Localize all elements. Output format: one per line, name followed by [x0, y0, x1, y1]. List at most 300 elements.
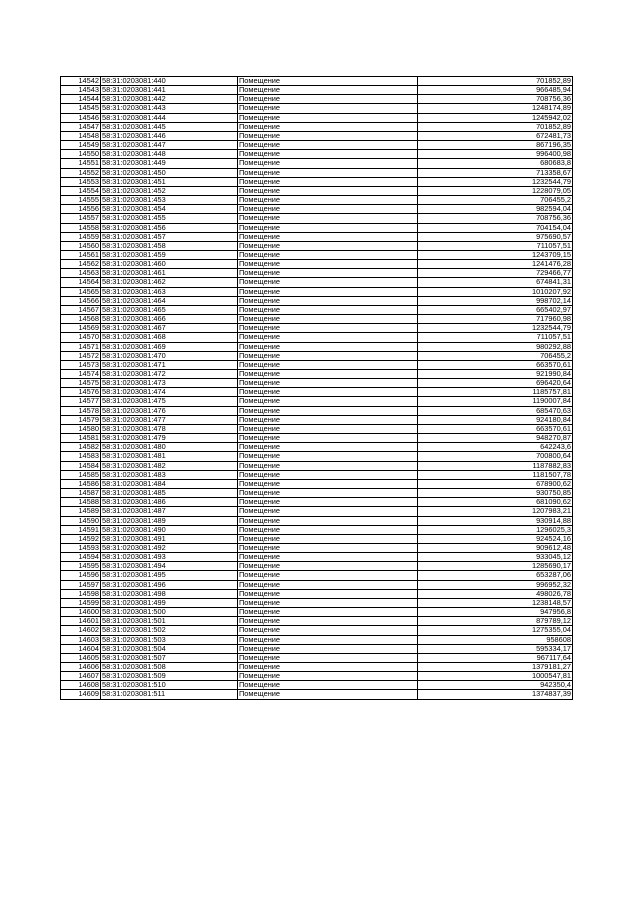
cadastral-value-cell: 980292,88	[418, 342, 573, 351]
cadastral-value-cell: 1000547,81	[418, 672, 573, 681]
cadastral-number-cell: 58:31:0203081:464	[101, 296, 238, 305]
table-row	[61, 534, 573, 543]
cadastral-number-cell: 58:31:0203081:462	[101, 278, 238, 287]
cadastral-value-cell: 595334,17	[418, 644, 573, 653]
cadastral-number-cell: 58:31:0203081:491	[101, 534, 238, 543]
cadastral-value-cell: 1374837,39	[418, 690, 573, 699]
cadastral-number-cell: 58:31:0203081:466	[101, 315, 238, 324]
row-number-cell: 14597	[61, 580, 101, 589]
table-row	[61, 177, 573, 186]
row-number-cell: 14603	[61, 635, 101, 644]
table-row	[61, 333, 573, 342]
cadastral-number-cell: 58:31:0203081:454	[101, 205, 238, 214]
table-row	[61, 86, 573, 95]
row-number-cell: 14588	[61, 498, 101, 507]
table-row	[61, 296, 573, 305]
table-row	[61, 406, 573, 415]
cadastral-value-cell: 1232544,79	[418, 324, 573, 333]
cadastral-number-cell: 58:31:0203081:484	[101, 479, 238, 488]
table-row	[61, 196, 573, 205]
cadastral-number-cell: 58:31:0203081:487	[101, 507, 238, 516]
cadastral-number-cell: 58:31:0203081:444	[101, 113, 238, 122]
cadastral-value-cell: 642243,6	[418, 443, 573, 452]
table-row	[61, 397, 573, 406]
object-type-cell: Помещение	[238, 250, 418, 259]
row-number-cell: 14584	[61, 461, 101, 470]
row-number-cell: 14608	[61, 681, 101, 690]
row-number-cell: 14593	[61, 543, 101, 552]
table-row	[61, 241, 573, 250]
cadastral-number-cell: 58:31:0203081:473	[101, 379, 238, 388]
cadastral-value-cell: 879789,12	[418, 617, 573, 626]
object-type-cell: Помещение	[238, 562, 418, 571]
object-type-cell: Помещение	[238, 608, 418, 617]
row-number-cell: 14559	[61, 232, 101, 241]
row-number-cell: 14554	[61, 186, 101, 195]
cadastral-number-cell: 58:31:0203081:493	[101, 553, 238, 562]
object-type-cell: Помещение	[238, 351, 418, 360]
cadastral-number-cell: 58:31:0203081:458	[101, 241, 238, 250]
cadastral-number-cell: 58:31:0203081:463	[101, 287, 238, 296]
cadastral-value-cell: 982594,04	[418, 205, 573, 214]
table-row	[61, 452, 573, 461]
row-number-cell: 14596	[61, 571, 101, 580]
cadastral-value-cell: 1207983,21	[418, 507, 573, 516]
table-row	[61, 324, 573, 333]
row-number-cell: 14607	[61, 672, 101, 681]
table-row	[61, 516, 573, 525]
table-row	[61, 681, 573, 690]
cadastral-value-cell: 1232544,79	[418, 177, 573, 186]
object-type-cell: Помещение	[238, 223, 418, 232]
cadastral-value-cell: 1243709,15	[418, 250, 573, 259]
cadastral-value-cell: 867196,35	[418, 141, 573, 150]
table-row	[61, 223, 573, 232]
cadastral-number-cell: 58:31:0203081:477	[101, 415, 238, 424]
object-type-cell: Помещение	[238, 177, 418, 186]
row-number-cell: 14571	[61, 342, 101, 351]
row-number-cell: 14543	[61, 86, 101, 95]
cadastral-value-cell: 674841,31	[418, 278, 573, 287]
row-number-cell: 14592	[61, 534, 101, 543]
cadastral-number-cell: 58:31:0203081:442	[101, 95, 238, 104]
row-number-cell: 14556	[61, 205, 101, 214]
row-number-cell: 14579	[61, 415, 101, 424]
cadastral-value-cell: 729466,77	[418, 269, 573, 278]
object-type-cell: Помещение	[238, 232, 418, 241]
row-number-cell: 14586	[61, 479, 101, 488]
cadastral-value-cell: 924524,16	[418, 534, 573, 543]
table-row	[61, 351, 573, 360]
table-row	[61, 214, 573, 223]
cadastral-value-cell: 933045,12	[418, 553, 573, 562]
table-row	[61, 553, 573, 562]
cadastral-value-cell: 1238148,57	[418, 598, 573, 607]
object-type-cell: Помещение	[238, 186, 418, 195]
cadastral-value-cell: 1296025,3	[418, 525, 573, 534]
cadastral-number-cell: 58:31:0203081:449	[101, 159, 238, 168]
table-row	[61, 122, 573, 131]
cadastral-value-cell: 921990,84	[418, 370, 573, 379]
cadastral-value-cell: 1248174,89	[418, 104, 573, 113]
cadastral-number-cell: 58:31:0203081:470	[101, 351, 238, 360]
cadastral-number-cell: 58:31:0203081:504	[101, 644, 238, 653]
cadastral-value-cell: 1010207,92	[418, 287, 573, 296]
table-row	[61, 250, 573, 259]
cadastral-value-cell: 701852,89	[418, 122, 573, 131]
object-type-cell: Помещение	[238, 479, 418, 488]
row-number-cell: 14582	[61, 443, 101, 452]
table-row	[61, 479, 573, 488]
table-row	[61, 269, 573, 278]
cadastral-value-cell: 672481,73	[418, 131, 573, 140]
cadastral-number-cell: 58:31:0203081:500	[101, 608, 238, 617]
object-type-cell: Помещение	[238, 260, 418, 269]
object-type-cell: Помещение	[238, 598, 418, 607]
row-number-cell: 14574	[61, 370, 101, 379]
table-row	[61, 205, 573, 214]
object-type-cell: Помещение	[238, 461, 418, 470]
object-type-cell: Помещение	[238, 516, 418, 525]
table-row	[61, 653, 573, 662]
cadastral-number-cell: 58:31:0203081:471	[101, 360, 238, 369]
object-type-cell: Помещение	[238, 342, 418, 351]
row-number-cell: 14576	[61, 388, 101, 397]
row-number-cell: 14581	[61, 434, 101, 443]
object-type-cell: Помещение	[238, 86, 418, 95]
object-type-cell: Помещение	[238, 379, 418, 388]
cadastral-value-cell: 663570,61	[418, 360, 573, 369]
cadastral-number-cell: 58:31:0203081:492	[101, 543, 238, 552]
cadastral-number-cell: 58:31:0203081:479	[101, 434, 238, 443]
cadastral-value-cell: 685470,63	[418, 406, 573, 415]
object-type-cell: Помещение	[238, 580, 418, 589]
table-row	[61, 690, 573, 699]
row-number-cell: 14583	[61, 452, 101, 461]
row-number-cell: 14564	[61, 278, 101, 287]
cadastral-value-cell: 704154,04	[418, 223, 573, 232]
cadastral-number-cell: 58:31:0203081:467	[101, 324, 238, 333]
cadastral-number-cell: 58:31:0203081:478	[101, 424, 238, 433]
row-number-cell: 14563	[61, 269, 101, 278]
table-row	[61, 461, 573, 470]
table-row	[61, 360, 573, 369]
cadastral-value-cell: 708756,36	[418, 214, 573, 223]
object-type-cell: Помещение	[238, 626, 418, 635]
row-number-cell: 14590	[61, 516, 101, 525]
object-type-cell: Помещение	[238, 424, 418, 433]
object-type-cell: Помещение	[238, 141, 418, 150]
cadastral-number-cell: 58:31:0203081:481	[101, 452, 238, 461]
cadastral-number-cell: 58:31:0203081:460	[101, 260, 238, 269]
object-type-cell: Помещение	[238, 553, 418, 562]
cadastral-number-cell: 58:31:0203081:511	[101, 690, 238, 699]
table-row	[61, 415, 573, 424]
row-number-cell: 14606	[61, 663, 101, 672]
table-row	[61, 232, 573, 241]
object-type-cell: Помещение	[238, 543, 418, 552]
table-row	[61, 562, 573, 571]
object-type-cell: Помещение	[238, 278, 418, 287]
table-row	[61, 141, 573, 150]
row-number-cell: 14548	[61, 131, 101, 140]
cadastral-value-cell: 665402,97	[418, 305, 573, 314]
object-type-cell: Помещение	[238, 571, 418, 580]
object-type-cell: Помещение	[238, 287, 418, 296]
cadastral-number-cell: 58:31:0203081:446	[101, 131, 238, 140]
row-number-cell: 14598	[61, 589, 101, 598]
table-row	[61, 644, 573, 653]
object-type-cell: Помещение	[238, 452, 418, 461]
cadastral-number-cell: 58:31:0203081:450	[101, 168, 238, 177]
row-number-cell: 14566	[61, 296, 101, 305]
object-type-cell: Помещение	[238, 507, 418, 516]
row-number-cell: 14585	[61, 470, 101, 479]
cadastral-value-cell: 909612,48	[418, 543, 573, 552]
cadastral-number-cell: 58:31:0203081:475	[101, 397, 238, 406]
row-number-cell: 14605	[61, 653, 101, 662]
row-number-cell: 14561	[61, 250, 101, 259]
row-number-cell: 14549	[61, 141, 101, 150]
object-type-cell: Помещение	[238, 159, 418, 168]
row-number-cell: 14551	[61, 159, 101, 168]
object-type-cell: Помещение	[238, 663, 418, 672]
cadastral-value-cell: 1185757,81	[418, 388, 573, 397]
cadastral-value-cell: 678900,62	[418, 479, 573, 488]
object-type-cell: Помещение	[238, 150, 418, 159]
table-row	[61, 489, 573, 498]
cadastral-number-cell: 58:31:0203081:468	[101, 333, 238, 342]
table-row	[61, 278, 573, 287]
table-row	[61, 113, 573, 122]
cadastral-number-cell: 58:31:0203081:455	[101, 214, 238, 223]
row-number-cell: 14558	[61, 223, 101, 232]
row-number-cell: 14546	[61, 113, 101, 122]
table-row	[61, 287, 573, 296]
cadastral-value-cell: 996952,32	[418, 580, 573, 589]
object-type-cell: Помещение	[238, 305, 418, 314]
object-type-cell: Помещение	[238, 672, 418, 681]
cadastral-value-cell: 706455,2	[418, 351, 573, 360]
cadastral-number-cell: 58:31:0203081:510	[101, 681, 238, 690]
row-number-cell: 14587	[61, 489, 101, 498]
cadastral-number-cell: 58:31:0203081:472	[101, 370, 238, 379]
table-row	[61, 608, 573, 617]
object-type-cell: Помещение	[238, 681, 418, 690]
cadastral-value-cell: 696420,64	[418, 379, 573, 388]
table-row	[61, 104, 573, 113]
table-row	[61, 150, 573, 159]
table-row	[61, 626, 573, 635]
cadastral-value-cell: 701852,89	[418, 77, 573, 86]
table-row	[61, 159, 573, 168]
table-row	[61, 131, 573, 140]
cadastral-number-cell: 58:31:0203081:474	[101, 388, 238, 397]
cadastral-number-cell: 58:31:0203081:465	[101, 305, 238, 314]
cadastral-number-cell: 58:31:0203081:498	[101, 589, 238, 598]
row-number-cell: 14599	[61, 598, 101, 607]
cadastral-number-cell: 58:31:0203081:489	[101, 516, 238, 525]
row-number-cell: 14573	[61, 360, 101, 369]
cadastral-number-cell: 58:31:0203081:456	[101, 223, 238, 232]
table-row	[61, 470, 573, 479]
object-type-cell: Помещение	[238, 95, 418, 104]
row-number-cell: 14570	[61, 333, 101, 342]
cadastral-value-cell: 1275355,04	[418, 626, 573, 635]
table-row	[61, 672, 573, 681]
object-type-cell: Помещение	[238, 214, 418, 223]
cadastral-value-cell: 711057,51	[418, 241, 573, 250]
table-body	[61, 77, 573, 700]
table-row	[61, 315, 573, 324]
cadastral-number-cell: 58:31:0203081:461	[101, 269, 238, 278]
cadastral-value-cell: 1228079,05	[418, 186, 573, 195]
cadastral-number-cell: 58:31:0203081:509	[101, 672, 238, 681]
object-type-cell: Помещение	[238, 534, 418, 543]
row-number-cell: 14555	[61, 196, 101, 205]
cadastral-number-cell: 58:31:0203081:469	[101, 342, 238, 351]
row-number-cell: 14577	[61, 397, 101, 406]
cadastral-value-cell: 706455,2	[418, 196, 573, 205]
cadastral-number-cell: 58:31:0203081:480	[101, 443, 238, 452]
cadastral-number-cell: 58:31:0203081:507	[101, 653, 238, 662]
cadastral-value-cell: 942350,4	[418, 681, 573, 690]
row-number-cell: 14562	[61, 260, 101, 269]
row-number-cell: 14568	[61, 315, 101, 324]
object-type-cell: Помещение	[238, 77, 418, 86]
row-number-cell: 14542	[61, 77, 101, 86]
cadastral-number-cell: 58:31:0203081:459	[101, 250, 238, 259]
cadastral-number-cell: 58:31:0203081:495	[101, 571, 238, 580]
object-type-cell: Помещение	[238, 406, 418, 415]
object-type-cell: Помещение	[238, 296, 418, 305]
cadastral-number-cell: 58:31:0203081:451	[101, 177, 238, 186]
object-type-cell: Помещение	[238, 131, 418, 140]
object-type-cell: Помещение	[238, 617, 418, 626]
cadastral-number-cell: 58:31:0203081:457	[101, 232, 238, 241]
cadastral-number-cell: 58:31:0203081:502	[101, 626, 238, 635]
cadastral-value-cell: 996400,98	[418, 150, 573, 159]
object-type-cell: Помещение	[238, 168, 418, 177]
cadastral-value-cell: 948270,87	[418, 434, 573, 443]
table-row	[61, 95, 573, 104]
cadastral-value-cell: 924180,84	[418, 415, 573, 424]
row-number-cell: 14602	[61, 626, 101, 635]
object-type-cell: Помещение	[238, 690, 418, 699]
object-type-cell: Помещение	[238, 122, 418, 131]
cadastral-value-cell: 1285690,17	[418, 562, 573, 571]
table-row	[61, 260, 573, 269]
cadastral-number-cell: 58:31:0203081:485	[101, 489, 238, 498]
cadastral-value-table	[60, 76, 573, 700]
object-type-cell: Помещение	[238, 360, 418, 369]
table-row	[61, 388, 573, 397]
table-row	[61, 543, 573, 552]
object-type-cell: Помещение	[238, 324, 418, 333]
cadastral-number-cell: 58:31:0203081:486	[101, 498, 238, 507]
cadastral-value-cell: 663570,61	[418, 424, 573, 433]
cadastral-number-cell: 58:31:0203081:494	[101, 562, 238, 571]
cadastral-number-cell: 58:31:0203081:445	[101, 122, 238, 131]
row-number-cell: 14595	[61, 562, 101, 571]
cadastral-value-cell: 700800,64	[418, 452, 573, 461]
cadastral-number-cell: 58:31:0203081:448	[101, 150, 238, 159]
row-number-cell: 14560	[61, 241, 101, 250]
row-number-cell: 14604	[61, 644, 101, 653]
object-type-cell: Помещение	[238, 241, 418, 250]
object-type-cell: Помещение	[238, 269, 418, 278]
row-number-cell: 14591	[61, 525, 101, 534]
cadastral-number-cell: 58:31:0203081:503	[101, 635, 238, 644]
cadastral-value-cell: 1245942,02	[418, 113, 573, 122]
cadastral-number-cell: 58:31:0203081:453	[101, 196, 238, 205]
row-number-cell: 14594	[61, 553, 101, 562]
cadastral-value-cell: 498026,78	[418, 589, 573, 598]
cadastral-number-cell: 58:31:0203081:441	[101, 86, 238, 95]
object-type-cell: Помещение	[238, 498, 418, 507]
object-type-cell: Помещение	[238, 589, 418, 598]
cadastral-number-cell: 58:31:0203081:496	[101, 580, 238, 589]
row-number-cell: 14601	[61, 617, 101, 626]
cadastral-value-cell: 975690,57	[418, 232, 573, 241]
row-number-cell: 14575	[61, 379, 101, 388]
cadastral-number-cell: 58:31:0203081:490	[101, 525, 238, 534]
cadastral-number-cell: 58:31:0203081:499	[101, 598, 238, 607]
cadastral-value-cell: 947956,8	[418, 608, 573, 617]
row-number-cell: 14567	[61, 305, 101, 314]
cadastral-value-cell: 1181507,78	[418, 470, 573, 479]
cadastral-number-cell: 58:31:0203081:476	[101, 406, 238, 415]
cadastral-number-cell: 58:31:0203081:443	[101, 104, 238, 113]
row-number-cell: 14565	[61, 287, 101, 296]
cadastral-number-cell: 58:31:0203081:482	[101, 461, 238, 470]
cadastral-number-cell: 58:31:0203081:452	[101, 186, 238, 195]
object-type-cell: Помещение	[238, 653, 418, 662]
table-row	[61, 186, 573, 195]
cadastral-value-cell: 1190007,84	[418, 397, 573, 406]
table-row	[61, 635, 573, 644]
table-row	[61, 370, 573, 379]
row-number-cell: 14545	[61, 104, 101, 113]
object-type-cell: Помещение	[238, 388, 418, 397]
table-row	[61, 443, 573, 452]
cadastral-value-cell: 708756,36	[418, 95, 573, 104]
cadastral-value-cell: 930914,88	[418, 516, 573, 525]
table-row	[61, 525, 573, 534]
table-row	[61, 507, 573, 516]
cadastral-value-cell: 711057,51	[418, 333, 573, 342]
object-type-cell: Помещение	[238, 397, 418, 406]
cadastral-value-cell: 1241476,28	[418, 260, 573, 269]
row-number-cell: 14552	[61, 168, 101, 177]
table-row	[61, 663, 573, 672]
row-number-cell: 14550	[61, 150, 101, 159]
cadastral-value-cell: 717960,98	[418, 315, 573, 324]
row-number-cell: 14578	[61, 406, 101, 415]
object-type-cell: Помещение	[238, 315, 418, 324]
cadastral-value-cell: 653287,06	[418, 571, 573, 580]
object-type-cell: Помещение	[238, 205, 418, 214]
table-row	[61, 571, 573, 580]
row-number-cell: 14589	[61, 507, 101, 516]
object-type-cell: Помещение	[238, 644, 418, 653]
row-number-cell: 14547	[61, 122, 101, 131]
cadastral-value-cell: 930750,85	[418, 489, 573, 498]
object-type-cell: Помещение	[238, 443, 418, 452]
object-type-cell: Помещение	[238, 470, 418, 479]
cadastral-number-cell: 58:31:0203081:483	[101, 470, 238, 479]
table-row	[61, 424, 573, 433]
